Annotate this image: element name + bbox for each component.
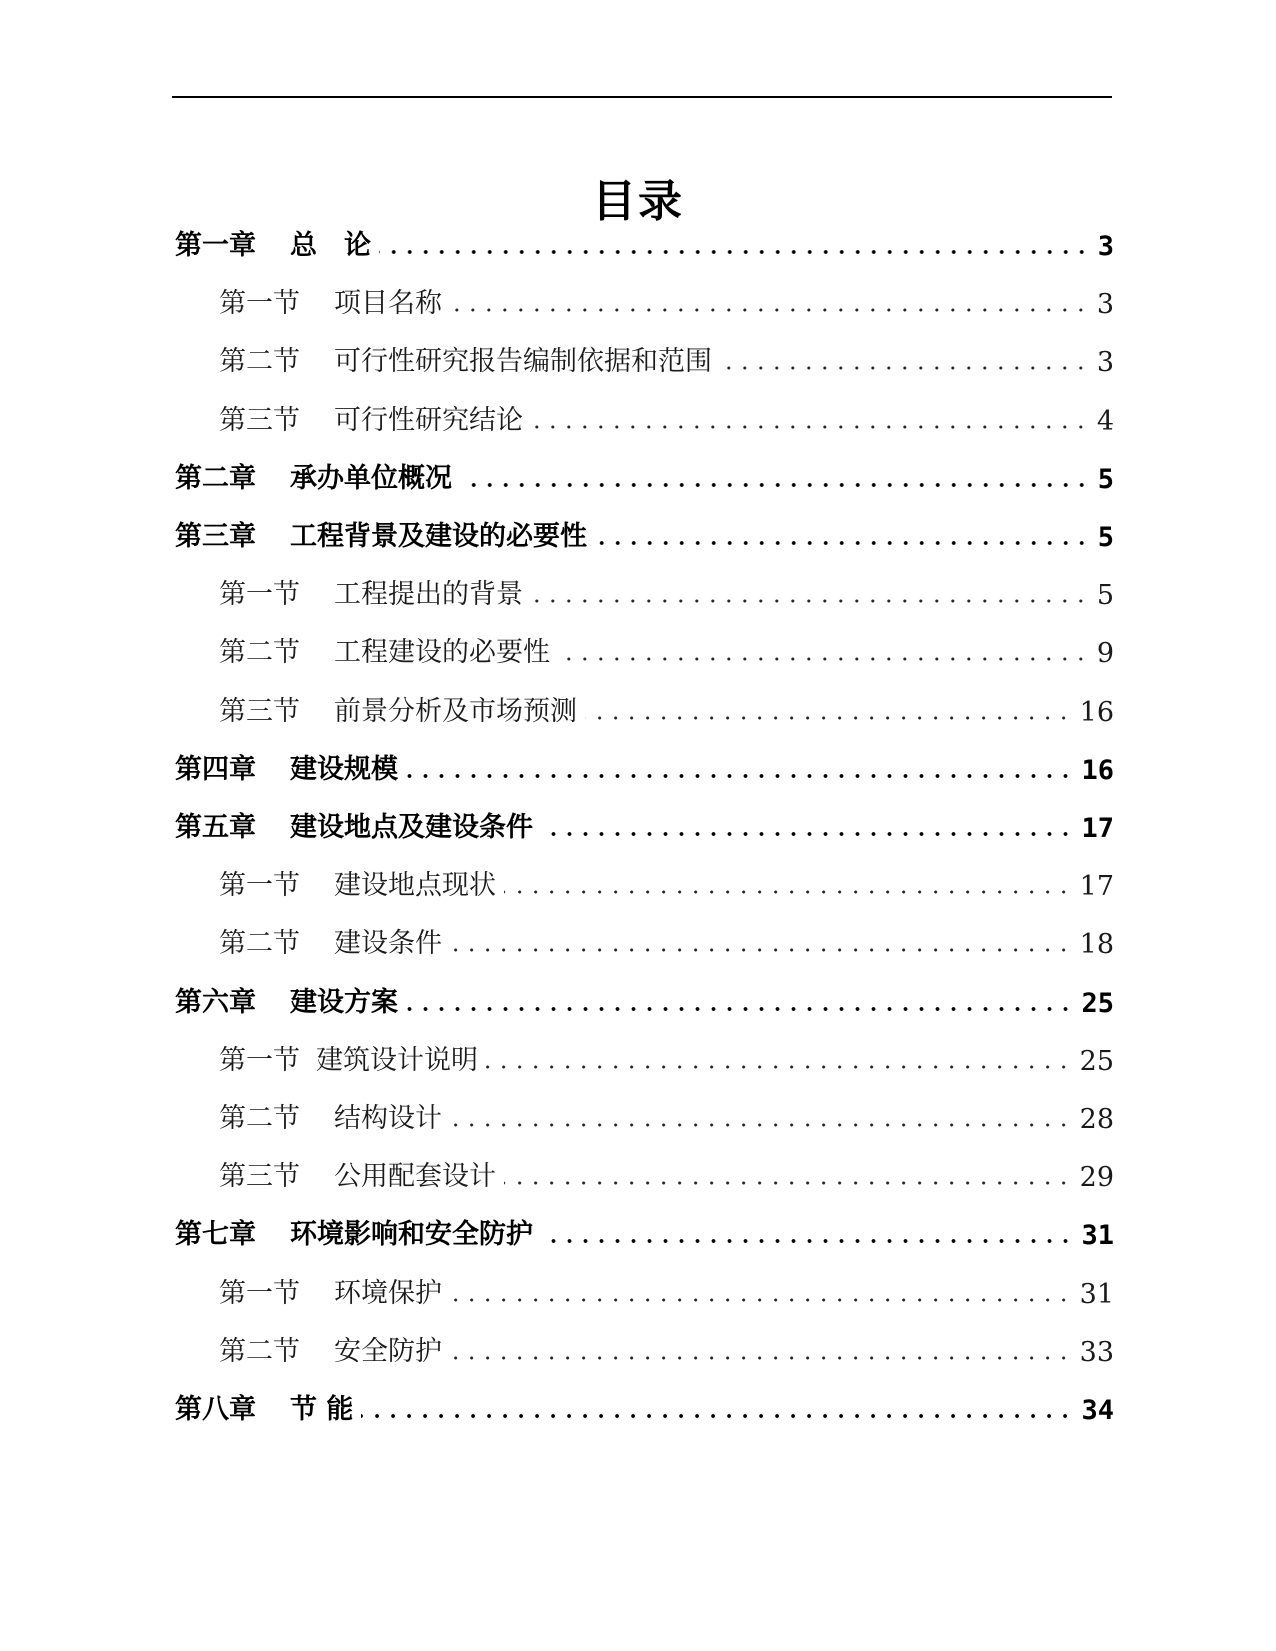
toc-entry-label <box>175 456 452 499</box>
toc-entry-title: 建设地点及建设条件 <box>290 812 533 843</box>
toc-entry-label <box>219 1329 442 1372</box>
toc-section-entry[interactable] <box>219 1270 1114 1314</box>
toc-entry-page-number: 3 <box>1097 231 1114 262</box>
toc-entry-number: 第三节 <box>219 696 300 727</box>
toc-entry-page-number: 31 <box>1081 1220 1114 1251</box>
dot-leader <box>406 1007 1073 1011</box>
toc-chapter-entry[interactable] <box>175 513 1114 557</box>
toc-entry-label <box>219 921 442 964</box>
toc-entry-number: 第七章 <box>175 1219 256 1250</box>
dot-leader <box>450 1356 1072 1360</box>
toc-chapter-entry[interactable] <box>175 979 1114 1023</box>
toc-entry-label <box>175 223 371 266</box>
toc-chapter-entry[interactable] <box>175 1386 1114 1430</box>
toc-entry-label <box>219 398 523 441</box>
toc-entry-title: 公用配套设计 <box>334 1161 496 1192</box>
toc-entry-number: 第三章 <box>175 521 256 552</box>
dot-leader <box>450 1298 1072 1302</box>
dot-leader <box>504 890 1072 894</box>
toc-section-entry[interactable] <box>219 1328 1114 1372</box>
toc-entry-label <box>175 805 533 848</box>
dot-leader <box>486 1065 1072 1069</box>
toc-entry-page-number: 29 <box>1079 1162 1114 1193</box>
toc-entry-page-number: 9 <box>1096 638 1114 669</box>
toc-section-entry[interactable] <box>219 1095 1114 1139</box>
toc-entry-number: 第一节 <box>219 288 300 319</box>
toc-entry-page-number: 17 <box>1081 813 1114 844</box>
toc-entry-number: 第一章 <box>175 230 256 261</box>
toc-entry-page-number: 5 <box>1097 522 1114 553</box>
toc-entry-page-number: 25 <box>1079 1046 1114 1077</box>
toc-entry-number: 第二节 <box>219 1103 300 1134</box>
toc-entry-page-number: 25 <box>1081 988 1114 1019</box>
toc-entry-page-number: 3 <box>1096 347 1114 378</box>
toc-entry-label <box>219 1271 442 1314</box>
toc-chapter-entry[interactable] <box>175 804 1114 848</box>
toc-entry-page-number: 34 <box>1081 1395 1114 1426</box>
toc-title: 目录 <box>592 176 684 227</box>
toc-entry-title: 可行性研究结论 <box>334 405 523 436</box>
toc-entry-number: 第二节 <box>219 346 300 377</box>
toc-entry-label <box>175 747 398 790</box>
toc-entry-page-number: 33 <box>1079 1337 1114 1368</box>
toc-entry-page-number: 5 <box>1097 464 1114 495</box>
toc-entry-label <box>219 339 712 382</box>
dot-leader <box>541 832 1073 836</box>
dot-leader <box>720 366 1089 370</box>
toc-entry-label <box>219 630 550 673</box>
dot-leader <box>379 250 1090 254</box>
toc-entry-page-number: 3 <box>1096 289 1114 320</box>
toc-entry-title: 结构设计 <box>334 1103 442 1134</box>
toc-entry-label <box>175 1387 353 1430</box>
toc-section-entry[interactable] <box>219 280 1114 324</box>
toc-entry-label <box>175 980 398 1023</box>
dot-leader <box>361 1414 1073 1418</box>
toc-entry-page-number: 4 <box>1096 406 1114 437</box>
toc-entry-title: 建设规模 <box>290 754 398 785</box>
toc-entry-title: 环境保护 <box>334 1278 442 1309</box>
toc-entry-number: 第五章 <box>175 812 256 843</box>
toc-section-entry[interactable] <box>219 920 1114 964</box>
toc-entry-number: 第二节 <box>219 1336 300 1367</box>
toc-section-entry[interactable] <box>219 571 1114 615</box>
toc-entry-number: 第一节 <box>219 870 300 901</box>
toc-entry-title: 前景分析及市场预测 <box>334 696 577 727</box>
toc-entry-title: 建设方案 <box>290 987 398 1018</box>
toc-section-entry[interactable] <box>219 862 1114 906</box>
toc-entry-page-number: 16 <box>1081 755 1114 786</box>
toc-entry-title: 建设条件 <box>334 928 442 959</box>
toc-entry-label <box>219 1154 496 1197</box>
toc-entry-title: 承办单位概况 <box>290 463 452 494</box>
toc-entry-page-number: 28 <box>1079 1104 1114 1135</box>
toc-entry-label <box>175 514 587 557</box>
toc-chapter-entry[interactable] <box>175 746 1114 790</box>
toc-entry-page-number: 18 <box>1079 929 1114 960</box>
toc-entry-title: 节 能 <box>290 1394 354 1425</box>
toc-section-entry[interactable] <box>219 688 1114 732</box>
toc-entry-title: 工程背景及建设的必要性 <box>290 521 587 552</box>
dot-leader <box>541 1239 1073 1243</box>
dot-leader <box>504 1181 1072 1185</box>
dot-leader <box>531 599 1089 603</box>
toc-entry-number: 第一节 <box>219 1045 300 1076</box>
dot-leader <box>406 774 1073 778</box>
toc-entry-number: 第六章 <box>175 987 256 1018</box>
toc-entry-title: 项目名称 <box>334 288 442 319</box>
dot-leader <box>450 1123 1072 1127</box>
toc-entry-number: 第二节 <box>219 928 300 959</box>
dot-leader <box>450 948 1072 952</box>
toc-section-entry[interactable] <box>219 1153 1114 1197</box>
dot-leader <box>450 308 1089 312</box>
toc-section-entry[interactable] <box>219 1037 1114 1081</box>
toc-chapter-entry[interactable] <box>175 1211 1114 1255</box>
toc-entry-number: 第四章 <box>175 754 256 785</box>
dot-leader <box>558 657 1089 661</box>
dot-leader <box>460 483 1090 487</box>
toc-entry-number: 第一节 <box>219 1278 300 1309</box>
toc-entry-number: 第八章 <box>175 1394 256 1425</box>
toc-entry-label <box>219 1038 478 1081</box>
toc-entry-label <box>219 1096 442 1139</box>
toc-entry-title: 环境影响和安全防护 <box>290 1219 533 1250</box>
toc-entry-number: 第二节 <box>219 637 300 668</box>
dot-leader <box>595 541 1090 545</box>
toc-entry-label <box>175 1212 533 1255</box>
toc-chapter-entry[interactable] <box>175 455 1114 499</box>
toc-entry-label <box>219 863 496 906</box>
toc-entry-title: 工程提出的背景 <box>334 579 523 610</box>
toc-entry-page-number: 17 <box>1079 871 1114 902</box>
toc-entry-title: 建筑设计说明 <box>316 1045 478 1076</box>
toc-section-entry[interactable] <box>219 629 1114 673</box>
dot-leader <box>585 716 1072 720</box>
dot-leader <box>531 425 1089 429</box>
toc-entry-number: 第三节 <box>219 405 300 436</box>
toc-entry-page-number: 16 <box>1079 697 1114 728</box>
toc-entry-title: 安全防护 <box>334 1336 442 1367</box>
toc-entry-label <box>219 281 442 324</box>
toc-section-entry[interactable] <box>219 338 1114 382</box>
toc-entry-number: 第二章 <box>175 463 256 494</box>
toc-entry-label <box>219 689 577 732</box>
toc-entry-title: 总 论 <box>290 230 371 261</box>
toc-entry-label <box>219 572 523 615</box>
toc-entry-page-number: 31 <box>1079 1279 1114 1310</box>
toc-entry-title: 建设地点现状 <box>334 870 496 901</box>
toc-entry-title: 工程建设的必要性 <box>334 637 550 668</box>
toc-entry-number: 第一节 <box>219 579 300 610</box>
toc-entry-title: 可行性研究报告编制依据和范围 <box>334 346 712 377</box>
toc-entry-page-number: 5 <box>1096 580 1114 611</box>
toc-entry-number: 第三节 <box>219 1161 300 1192</box>
toc-section-entry[interactable] <box>219 397 1114 441</box>
toc-chapter-entry[interactable] <box>175 222 1114 266</box>
